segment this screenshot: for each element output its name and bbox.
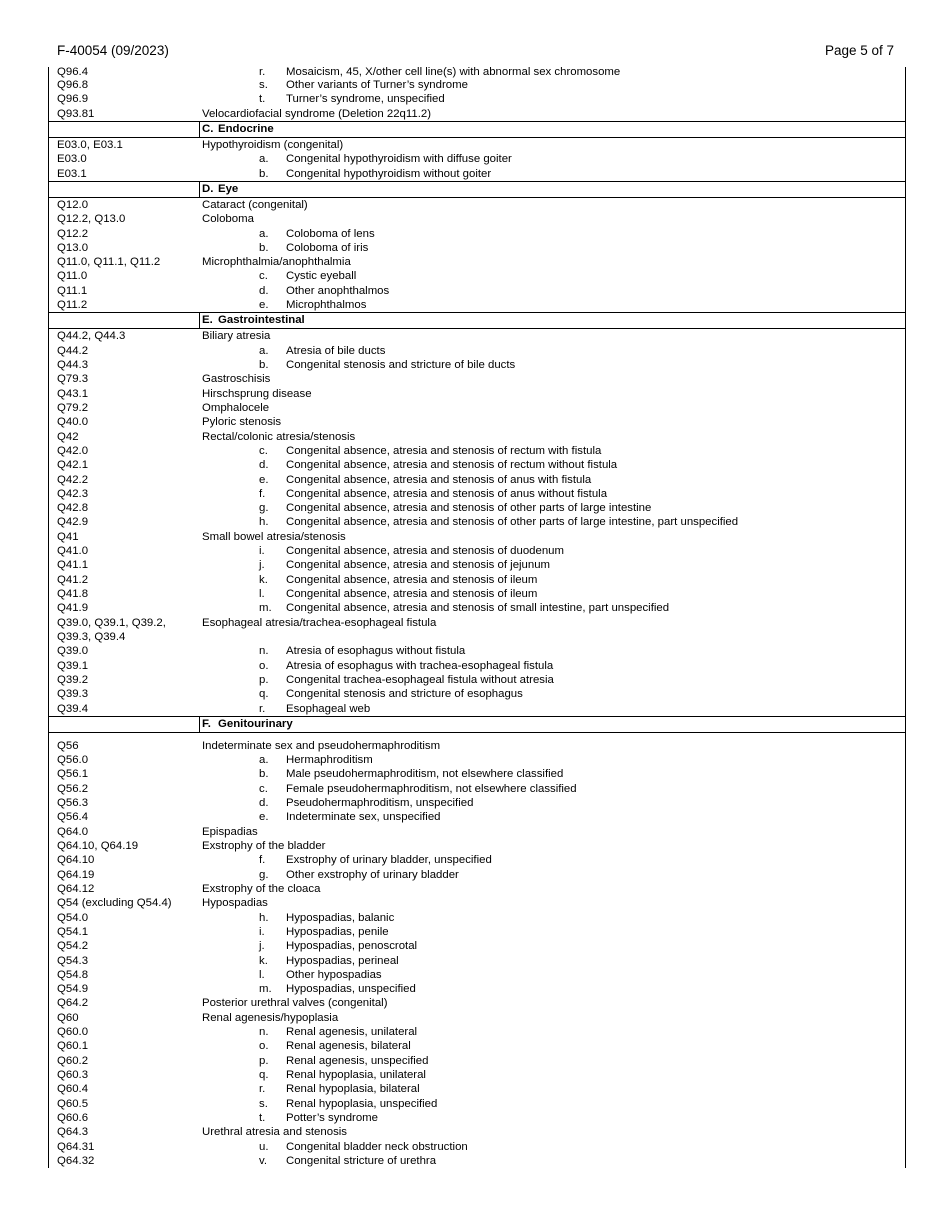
- table-row: [49, 753, 905, 767]
- item-letter: a.: [259, 344, 269, 357]
- icd-code: Q96.8: [57, 79, 89, 91]
- section-letter: E.: [202, 314, 213, 327]
- icd-code: Q64.10, Q64.19: [57, 840, 139, 852]
- condition-heading: Coloboma: [202, 213, 254, 226]
- table-row: [49, 896, 905, 910]
- table-row: [49, 868, 905, 882]
- table-row: [49, 882, 905, 896]
- table-row: [49, 782, 905, 796]
- condition-description: Other anophthalmos: [286, 284, 390, 297]
- icd-code: Q42: [57, 430, 79, 443]
- icd-code: Q56.2: [57, 782, 89, 795]
- icd-code: Q54.9: [57, 983, 89, 996]
- table-row: [49, 996, 905, 1010]
- table-row: [49, 458, 905, 472]
- condition-description: Congenital absence, atresia and stenosis of other parts of large intestine: [286, 502, 652, 515]
- icd-code: Q54.1: [57, 925, 89, 938]
- item-letter: l.: [259, 968, 265, 981]
- condition-heading: Epispadias: [202, 825, 258, 838]
- icd-code: Q54.8: [57, 968, 89, 981]
- item-letter: u.: [259, 1140, 269, 1153]
- table-row: [49, 1097, 905, 1111]
- table-row: [49, 227, 905, 241]
- item-letter: l.: [259, 588, 265, 600]
- icd-code: Q60.3: [57, 1069, 89, 1081]
- icd-code: Q54.3: [57, 954, 89, 967]
- icd-code: Q42.2: [57, 473, 89, 486]
- item-letter: b.: [259, 241, 269, 254]
- table-row: [49, 67, 905, 78]
- item-letter: a.: [259, 754, 269, 767]
- table-row: [49, 198, 905, 212]
- table-row: [49, 702, 905, 716]
- condition-description: Congenital absence, atresia and stenosis of ileum: [286, 573, 538, 586]
- condition-heading: Posterior urethral valves (congenital): [202, 997, 388, 1010]
- condition-description: Atresia of esophagus without fistula: [286, 645, 466, 658]
- condition-description: Mosaicism, 45, X/other cell line(s) with abnormal sex chromosome: [286, 66, 621, 78]
- condition-description: Congenital absence, atresia and stenosis of rectum with fistula: [286, 444, 602, 457]
- condition-description: Coloboma of iris: [286, 241, 369, 254]
- condition-heading: Urethral atresia and stenosis: [202, 1126, 347, 1139]
- condition-description: Renal hypoplasia, bilateral: [286, 1083, 420, 1096]
- item-letter: d.: [259, 797, 269, 810]
- condition-description: Congenital stricture of urethra: [286, 1154, 437, 1167]
- item-letter: k.: [259, 573, 268, 586]
- icd-code: E03.1: [57, 167, 87, 180]
- item-letter: i.: [259, 925, 265, 938]
- condition-heading: Pyloric stenosis: [202, 416, 282, 429]
- table-row: [49, 573, 905, 587]
- condition-description: Congenital absence, atresia and stenosis of rectum without fistula: [286, 459, 618, 472]
- icd-code: Q64.31: [57, 1140, 95, 1153]
- condition-description: Renal agenesis, bilateral: [286, 1040, 411, 1053]
- condition-description: Congenital hypothyroidism with diffuse goiter: [286, 153, 512, 166]
- icd-code: Q54 (excluding Q54.4): [57, 897, 172, 910]
- table-row: [49, 544, 905, 558]
- item-letter: d.: [259, 284, 269, 297]
- section-header-cell: [199, 717, 293, 732]
- table-row: [49, 444, 905, 458]
- item-letter: c.: [259, 270, 268, 283]
- item-letter: g.: [259, 868, 269, 881]
- condition-heading: Renal agenesis/hypoplasia: [202, 1011, 339, 1024]
- table-row: [49, 739, 905, 753]
- item-letter: q.: [259, 1069, 269, 1081]
- item-letter: v.: [259, 1154, 268, 1167]
- condition-description: Renal agenesis, unspecified: [286, 1054, 429, 1067]
- table-row: [49, 644, 905, 658]
- condition-description: Hypospadias, penoscrotal: [286, 940, 418, 953]
- icd-code: Q11.0, Q11.1, Q11.2: [57, 256, 161, 269]
- table-row: [49, 284, 905, 298]
- table-row: [49, 487, 905, 501]
- table-row: [49, 1039, 905, 1053]
- item-letter: t.: [259, 93, 266, 106]
- table-row: [49, 630, 905, 644]
- icd-code: Q64.32: [57, 1154, 95, 1167]
- item-letter: t.: [259, 1111, 266, 1124]
- icd-code: Q39.0: [57, 645, 89, 658]
- item-letter: g.: [259, 502, 269, 515]
- item-letter: f.: [259, 854, 266, 867]
- table-row: [49, 138, 905, 152]
- item-letter: j.: [259, 559, 265, 572]
- item-letter: r.: [259, 66, 266, 78]
- table-row: [49, 911, 905, 925]
- condition-description: Congenital stenosis and stricture of esophagus: [286, 688, 523, 701]
- table-row: [49, 810, 905, 824]
- icd-code: Q79.2: [57, 401, 89, 414]
- icd-code: Q54.0: [57, 911, 89, 924]
- icd-code: Q42.0: [57, 444, 89, 457]
- form-id: F-40054 (09/2023): [57, 43, 169, 58]
- icd-code: Q12.0: [57, 198, 89, 211]
- icd-code: Q39.0, Q39.1, Q39.2,: [57, 616, 166, 629]
- icd-code: Q41.8: [57, 588, 89, 600]
- condition-heading: Microphthalmia/anophthalmia: [202, 256, 351, 269]
- condition-description: Congenital absence, atresia and stenosis of jejunum: [286, 559, 551, 572]
- table-row: [49, 839, 905, 853]
- icd-code: Q39.3: [57, 688, 89, 701]
- condition-heading: Biliary atresia: [202, 330, 271, 343]
- table-row: [49, 241, 905, 255]
- icd-code: Q54.2: [57, 940, 89, 953]
- table-row: [49, 767, 905, 781]
- icd-code: Q64.0: [57, 825, 89, 838]
- section-header-cell: [199, 313, 305, 328]
- item-letter: b.: [259, 167, 269, 180]
- section-header: [49, 121, 905, 138]
- section-title: Eye: [218, 182, 239, 195]
- item-letter: c.: [259, 444, 268, 457]
- icd-code: Q44.3: [57, 359, 89, 371]
- table-row: [49, 329, 905, 343]
- section-header-cell: [199, 182, 238, 197]
- item-letter: m.: [259, 983, 272, 996]
- condition-heading: Omphalocele: [202, 401, 270, 414]
- icd-code: Q42.8: [57, 502, 89, 515]
- table-row: [49, 601, 905, 615]
- icd-code: Q60.6: [57, 1111, 89, 1124]
- section-letter: F.: [202, 717, 211, 730]
- table-row: [49, 1140, 905, 1154]
- icd-code: Q64.12: [57, 882, 95, 895]
- icd-code: Q11.0: [57, 270, 88, 283]
- condition-description: Pseudohermaphroditism, unspecified: [286, 797, 474, 810]
- item-letter: e.: [259, 473, 269, 486]
- section-header: [49, 181, 905, 198]
- icd-code: Q64.10: [57, 854, 95, 867]
- item-letter: f.: [259, 487, 266, 500]
- condition-description: Potter’s syndrome: [286, 1111, 379, 1124]
- condition-description: Cystic eyeball: [286, 270, 357, 283]
- condition-heading: Indeterminate sex and pseudohermaphroditism: [202, 739, 441, 752]
- icd-code: Q60.1: [57, 1040, 89, 1053]
- table-row: [49, 954, 905, 968]
- icd-code: Q56.3: [57, 797, 89, 810]
- section-title: Gastrointestinal: [218, 314, 305, 327]
- icd-code: Q40.0: [57, 416, 89, 429]
- condition-description: Indeterminate sex, unspecified: [286, 811, 441, 824]
- item-letter: r.: [259, 702, 266, 715]
- icd-code: Q79.3: [57, 373, 89, 386]
- table-row: [49, 430, 905, 444]
- condition-description: Congenital absence, atresia and stenosis of small intestine, part unspecified: [286, 602, 670, 615]
- icd-code: Q60: [57, 1011, 79, 1024]
- icd-code: Q60.5: [57, 1097, 89, 1110]
- item-letter: p.: [259, 673, 269, 686]
- item-letter: a.: [259, 227, 269, 240]
- condition-description: Microphthalmos: [286, 299, 367, 312]
- table-row: [49, 939, 905, 953]
- table-row: [49, 825, 905, 839]
- icd-code: E03.0, E03.1: [57, 138, 123, 151]
- icd-code: Q39.4: [57, 702, 89, 715]
- table-row: [49, 401, 905, 415]
- section-title: Genitourinary: [218, 717, 293, 730]
- item-letter: e.: [259, 299, 269, 312]
- item-letter: h.: [259, 911, 269, 924]
- table-row: [49, 387, 905, 401]
- table-row: [49, 796, 905, 810]
- icd-code: Q56.1: [57, 768, 89, 781]
- item-letter: s.: [259, 79, 268, 91]
- condition-description: Hypospadias, balanic: [286, 911, 395, 924]
- table-row: [49, 501, 905, 515]
- icd-code: Q39.1: [57, 659, 89, 672]
- icd-code: Q42.9: [57, 516, 89, 529]
- condition-description: Atresia of bile ducts: [286, 344, 386, 357]
- table-row: [49, 515, 905, 529]
- icd-code: Q41.1: [57, 559, 89, 572]
- condition-heading: Exstrophy of the bladder: [202, 840, 326, 852]
- condition-description: Renal agenesis, unilateral: [286, 1026, 418, 1039]
- condition-description: Male pseudohermaphroditism, not elsewhere classified: [286, 768, 564, 781]
- condition-description: Other hypospadias: [286, 968, 382, 981]
- condition-description: Atresia of esophagus with trachea-esophageal fistula: [286, 659, 554, 672]
- table-row: [49, 1025, 905, 1039]
- item-letter: m.: [259, 602, 272, 615]
- table-row: [49, 92, 905, 106]
- condition-description: Renal hypoplasia, unspecified: [286, 1097, 438, 1110]
- icd-code: Q39.3, Q39.4: [57, 630, 126, 643]
- icd-code: Q41.2: [57, 573, 89, 586]
- icd-code: Q12.2, Q13.0: [57, 213, 126, 226]
- icd-code: Q60.0: [57, 1026, 89, 1039]
- section-header: [49, 716, 905, 733]
- condition-description: Hypospadias, unspecified: [286, 983, 416, 996]
- icd-code: Q56.0: [57, 754, 89, 767]
- table-row: [49, 269, 905, 283]
- table-row: [49, 558, 905, 572]
- condition-heading: Rectal/colonic atresia/stenosis: [202, 430, 356, 443]
- table-row: [49, 853, 905, 867]
- table-row: [49, 968, 905, 982]
- table-row: [49, 358, 905, 372]
- condition-description: Congenital absence, atresia and stenosis of ileum: [286, 588, 538, 600]
- condition-description: Hermaphroditism: [286, 754, 373, 767]
- icd-code: Q43.1: [57, 387, 89, 400]
- table-row: [49, 415, 905, 429]
- table-row: [49, 372, 905, 386]
- icd-code: Q64.2: [57, 997, 89, 1010]
- icd-code: Q96.4: [57, 66, 89, 78]
- icd-code: Q56: [57, 739, 79, 752]
- item-letter: h.: [259, 516, 269, 529]
- page-number: Page 5 of 7: [824, 43, 894, 58]
- icd-code: Q41.0: [57, 545, 89, 558]
- condition-description: Exstrophy of urinary bladder, unspecified: [286, 854, 492, 867]
- icd-code: Q42.1: [57, 459, 89, 472]
- icd-code: Q60.4: [57, 1083, 89, 1096]
- condition-description: Other exstrophy of urinary bladder: [286, 868, 459, 881]
- section-letter: C.: [202, 122, 214, 135]
- icd-code: Q64.3: [57, 1126, 89, 1139]
- condition-description: Congenital absence, atresia and stenosis of anus with fistula: [286, 473, 592, 486]
- item-letter: a.: [259, 153, 269, 166]
- icd-code: Q11.1: [57, 284, 88, 297]
- condition-description: Congenital absence, atresia and stenosis of duodenum: [286, 545, 564, 558]
- condition-description: Other variants of Turner’s syndrome: [286, 79, 468, 91]
- condition-heading: Hypothyroidism (congenital): [202, 138, 344, 151]
- section-letter: D.: [202, 182, 214, 195]
- item-letter: q.: [259, 688, 269, 701]
- item-letter: o.: [259, 1040, 269, 1053]
- item-letter: n.: [259, 1026, 269, 1039]
- icd-code: Q44.2, Q44.3: [57, 330, 126, 343]
- table-row: [49, 298, 905, 312]
- icd-code: Q93.81: [57, 107, 95, 120]
- item-letter: p.: [259, 1054, 269, 1067]
- condition-description: Esophageal web: [286, 702, 371, 715]
- condition-heading: Hirschsprung disease: [202, 387, 312, 400]
- condition-heading: Gastroschisis: [202, 373, 271, 386]
- condition-description: Congenital absence, atresia and stenosis of anus without fistula: [286, 487, 608, 500]
- table-row: [49, 1125, 905, 1139]
- table-row: [49, 1111, 905, 1125]
- item-letter: o.: [259, 659, 269, 672]
- condition-description: Congenital absence, atresia and stenosis of other parts of large intestine, part unspecified: [286, 516, 739, 529]
- condition-description: Congenital stenosis and stricture of bile ducts: [286, 359, 516, 371]
- condition-description: Congenital trachea-esophageal fistula without atresia: [286, 673, 554, 686]
- icd-code: Q42.3: [57, 487, 89, 500]
- condition-heading: Hypospadias: [202, 897, 268, 910]
- table-row: [49, 473, 905, 487]
- table-row: [49, 344, 905, 358]
- table-row: [49, 1082, 905, 1096]
- table-row: [49, 1154, 905, 1168]
- icd-code: Q13.0: [57, 241, 89, 254]
- table-row: [49, 255, 905, 269]
- condition-description: Coloboma of lens: [286, 227, 375, 240]
- table-row: [49, 687, 905, 701]
- item-letter: d.: [259, 459, 269, 472]
- icd-code: Q41.9: [57, 602, 89, 615]
- table-row: [49, 530, 905, 544]
- condition-description: Turner’s syndrome, unspecified: [286, 93, 445, 106]
- item-letter: i.: [259, 545, 265, 558]
- condition-heading: Esophageal atresia/trachea-esophageal fistula: [202, 616, 437, 629]
- icd-code: Q56.4: [57, 811, 89, 824]
- table-row: [49, 78, 905, 92]
- table-row: [49, 1068, 905, 1082]
- condition-heading: Exstrophy of the cloaca: [202, 882, 321, 895]
- table-row: [49, 659, 905, 673]
- icd-code: Q12.2: [57, 227, 89, 240]
- item-letter: r.: [259, 1083, 266, 1096]
- icd-code: Q41: [57, 530, 79, 543]
- icd-code: Q39.2: [57, 673, 89, 686]
- table-row: [49, 1054, 905, 1068]
- section-header-cell: [199, 122, 274, 137]
- table-row: [49, 982, 905, 996]
- condition-description: Renal hypoplasia, unilateral: [286, 1069, 426, 1081]
- table-row: [49, 1011, 905, 1025]
- icd-code: E03.0: [57, 153, 87, 166]
- table-row: [49, 107, 905, 121]
- table-row: [49, 673, 905, 687]
- condition-description: Congenital hypothyroidism without goiter: [286, 167, 492, 180]
- condition-description: Female pseudohermaphroditism, not elsewhere classified: [286, 782, 577, 795]
- anomaly-code-table: [48, 67, 906, 1168]
- condition-description: Hypospadias, penile: [286, 925, 389, 938]
- item-letter: s.: [259, 1097, 268, 1110]
- condition-description: Hypospadias, perineal: [286, 954, 399, 967]
- icd-code: Q44.2: [57, 344, 89, 357]
- condition-heading: Cataract (congenital): [202, 198, 308, 211]
- table-row: [49, 212, 905, 226]
- item-letter: b.: [259, 768, 269, 781]
- icd-code: Q96.9: [57, 93, 89, 106]
- item-letter: c.: [259, 782, 268, 795]
- item-letter: b.: [259, 359, 269, 371]
- table-row: [49, 152, 905, 166]
- icd-code: Q60.2: [57, 1054, 89, 1067]
- icd-code: Q64.19: [57, 868, 95, 881]
- table-row: [49, 587, 905, 601]
- condition-heading: Small bowel atresia/stenosis: [202, 530, 346, 543]
- table-row: [49, 616, 905, 630]
- condition-description: Congenital bladder neck obstruction: [286, 1140, 468, 1153]
- item-letter: n.: [259, 645, 269, 658]
- section-title: Endocrine: [218, 122, 274, 135]
- table-row: [49, 925, 905, 939]
- item-letter: k.: [259, 954, 268, 967]
- item-letter: e.: [259, 811, 269, 824]
- icd-code: Q11.2: [57, 299, 88, 312]
- condition-heading: Velocardiofacial syndrome (Deletion 22q11.2): [202, 107, 431, 120]
- item-letter: j.: [259, 940, 265, 953]
- section-header: [49, 312, 905, 329]
- table-row: [49, 167, 905, 181]
